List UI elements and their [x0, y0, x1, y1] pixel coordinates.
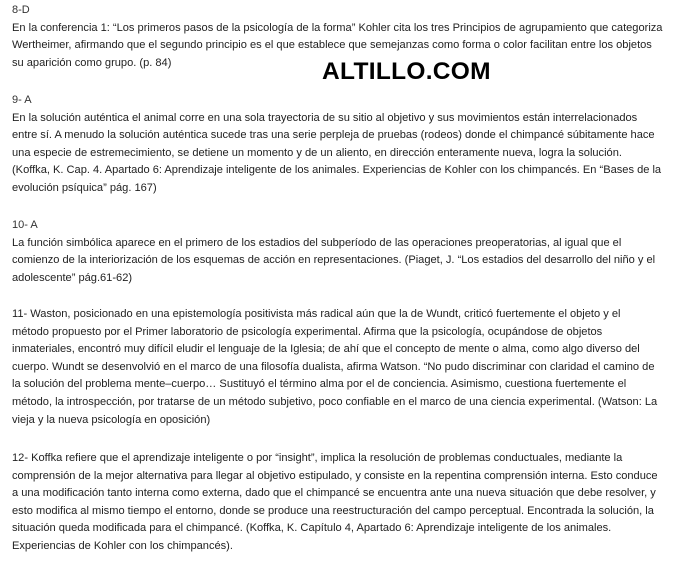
answer-9: [12, 92, 661, 197]
answer-number: 9- A: [12, 94, 32, 106]
answer-text: En la conferencia 1: “Los primeros pasos de la psicología de la forma” Kohler cita los tres Principios de agrupamiento que categoriza Wertheimer, afirmando que el segundo principio es el que establece que semejanzas como forma o color facilitan entre los objetos su aparición como grupo. (p. 84): [12, 21, 663, 69]
answer-text: 11- Waston, posicionado en una epistemología positivista más radical aún que la de Wundt, criticó fuertemente el objeto y el método propuesto por el Primer laboratorio de psicología experimental. Afirma que la psicología, ocupándose de objetos inmateriales, encontró muy difícil eludir el lenguaje de la Iglesia; de ahí que el concepto de mente o alma, como algo diverso del cuerpo. Wundt se desenvolvió en el marco de una filosofía dualista, afirma Watson. “No pudo discriminar con claridad el camino de la solución del problema mente–cuerpo… Sustituyó el término alma por el de conciencia. Asimismo, cuestiona fuertemente el método, la introspección, por tratarse de un método subjetivo, poco confiable en el marco de una ciencia experimental. (Watson: La vieja y la nueva psicología en oposición): [12, 308, 658, 426]
answer-text: La función simbólica aparece en el primero de los estadios del subperíodo de las operaciones preoperatorias, al igual que el comienzo de la interiorización de los esquemas de acción en representaciones. (Piaget, J. “Los estadios del desarrollo del niño y el adolescente” pág.61-62): [12, 236, 656, 284]
answer-number: 8-D: [12, 4, 30, 16]
watermark-logo: ALTILLO.COM: [322, 58, 491, 85]
answer-text: En la solución auténtica el animal corre en una sola trayectoria de su sitio al objetivo y sus movimientos están interrelacionados entre sí. A menudo la solución auténtica sucede tras una serie perpleja de pruebas (rodeos) donde el chimpancé súbitamente hace una especie de estremecimiento, se detiene un momento y de un aliento, en dirección enteramente nueva, logra la solución. (Koffka, K. Cap. 4. Apartado 6: Aprendizaje inteligente de los animales. Experiencias de Kohler con los chimpancés. En “Bases de la evolución psíquica” pág. 167): [12, 111, 662, 194]
answer-10: [12, 217, 655, 287]
answer-12: [12, 450, 658, 556]
answer-number: 10- A: [12, 219, 38, 231]
answer-11: [12, 306, 657, 429]
answer-text: 12- Koffka refiere que el aprendizaje inteligente o por “insight”, implica la resolución de problemas conductuales, mediante la comprensión de la mejor alternativa para llegar al objetivo estipulado, y consiste en la repentina comprensión interna. Esto conduce a una modificación tanto interna como externa, dado que el chimpancé se encuentra ante una nueva situación que debe resolver, y esto modifica al mismo tiempo el entorno, donde se produce una reestructuración del campo perceptual. Encontrada la solución, la situación queda modificada para el chimpancé. (Koffka, K. Capítulo 4, Apartado 6: Aprendizaje inteligente de los animales. Experiencias de Kohler con los chimpancés).: [12, 452, 658, 552]
